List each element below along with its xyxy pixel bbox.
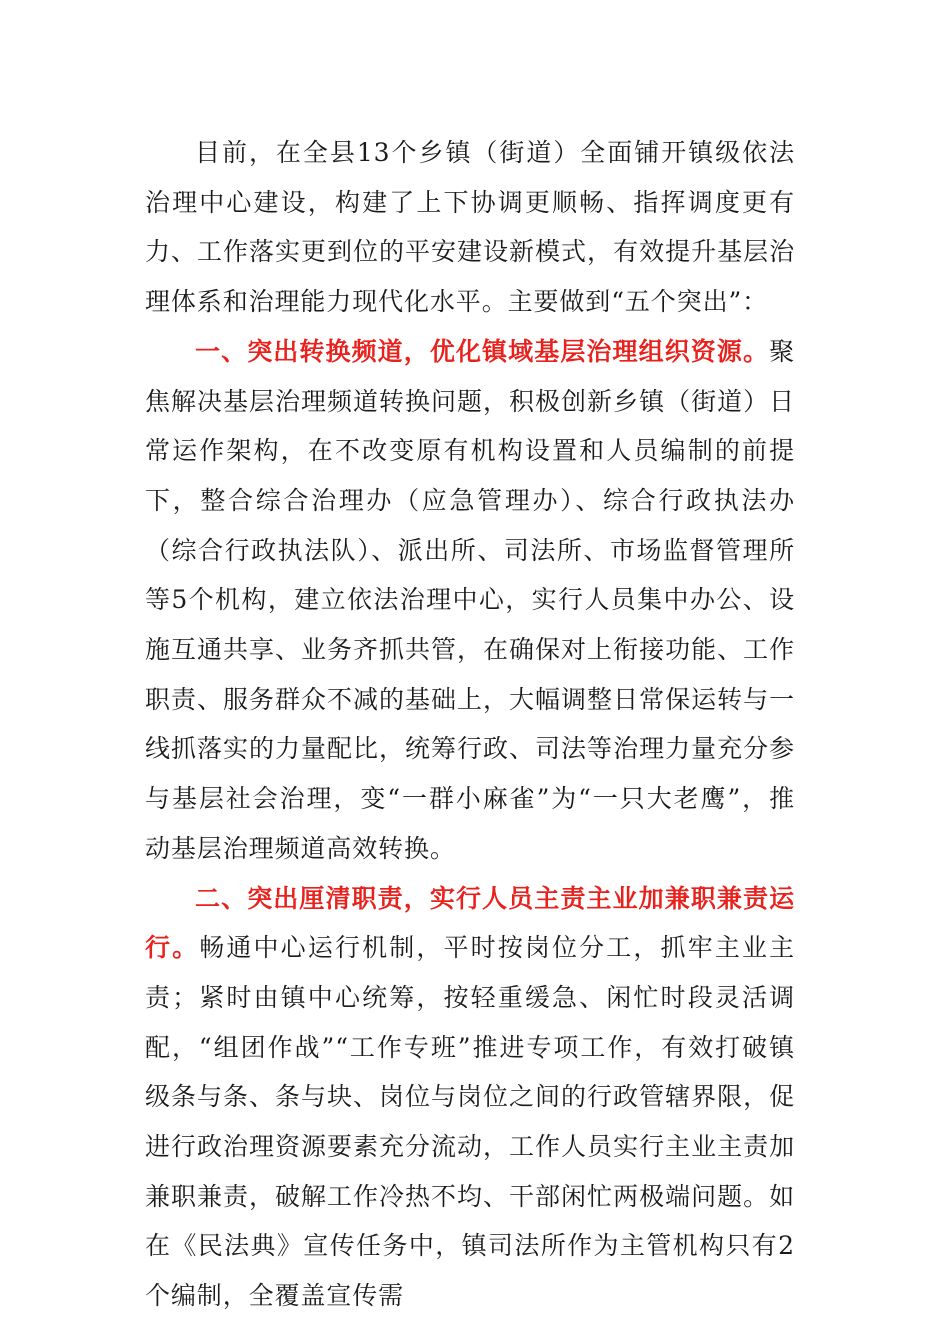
section-two-text: 畅通中心运行机制，平时按岗位分工，抓牢主业主责；紧时由镇中心统筹，按轻重缓急、闲忙时段灵活调配，“组团作战”“工作专班”推进专项工作，有效打破镇级条与条、条与块、岗位与岗位之间的行政管辖界限，促进行政治理资源要素充分流动，工作人员实行主业主责加兼职兼责，破解工作冷热不均、干部闲忙两极端问题。如在《民法典》宣传任务中，镇司法所作为主管机构只有2个编制，全覆盖宣传需 bbox=[145, 933, 795, 1311]
document-body bbox=[145, 128, 795, 1321]
section-two-paragraph bbox=[145, 874, 795, 1321]
section-two-heading: 二、突出厘清职责，实行人员主责主业加兼职兼责运行。 bbox=[145, 883, 795, 963]
intro-paragraph bbox=[145, 128, 795, 327]
section-one-text: 聚焦解决基层治理频道转换问题，积极创新乡镇（街道）日常运作架构，在不改变原有机构设置和人员编制的前提下，整合综合治理办（应急管理办）、综合行政执法办（综合行政执法队）、派出所、司法所、市场监督管理所等5个机构，建立依法治理中心，实行人员集中办公、设施互通共享、业务齐抓共管，在确保对上衔接功能、工作职责、服务群众不减的基础上，大幅调整日常保运转与一线抓落实的力量配比，统筹行政、司法等治理力量充分参与基层社会治理，变“一群小麻雀”为“一只大老鹰”，推动基层治理频道高效转换。 bbox=[145, 336, 795, 863]
intro-paragraph-text: 目前，在全县13个乡镇（街道）全面铺开镇级依法治理中心建设，构建了上下协调更顺畅、指挥调度更有力、工作落实更到位的平安建设新模式，有效提升基层治理体系和治理能力现代化水平。主要做到“五个突出”： bbox=[145, 138, 795, 317]
section-one-heading: 一、突出转换频道，优化镇域基层治理组织资源。 bbox=[195, 336, 770, 366]
section-one-paragraph bbox=[145, 327, 795, 874]
